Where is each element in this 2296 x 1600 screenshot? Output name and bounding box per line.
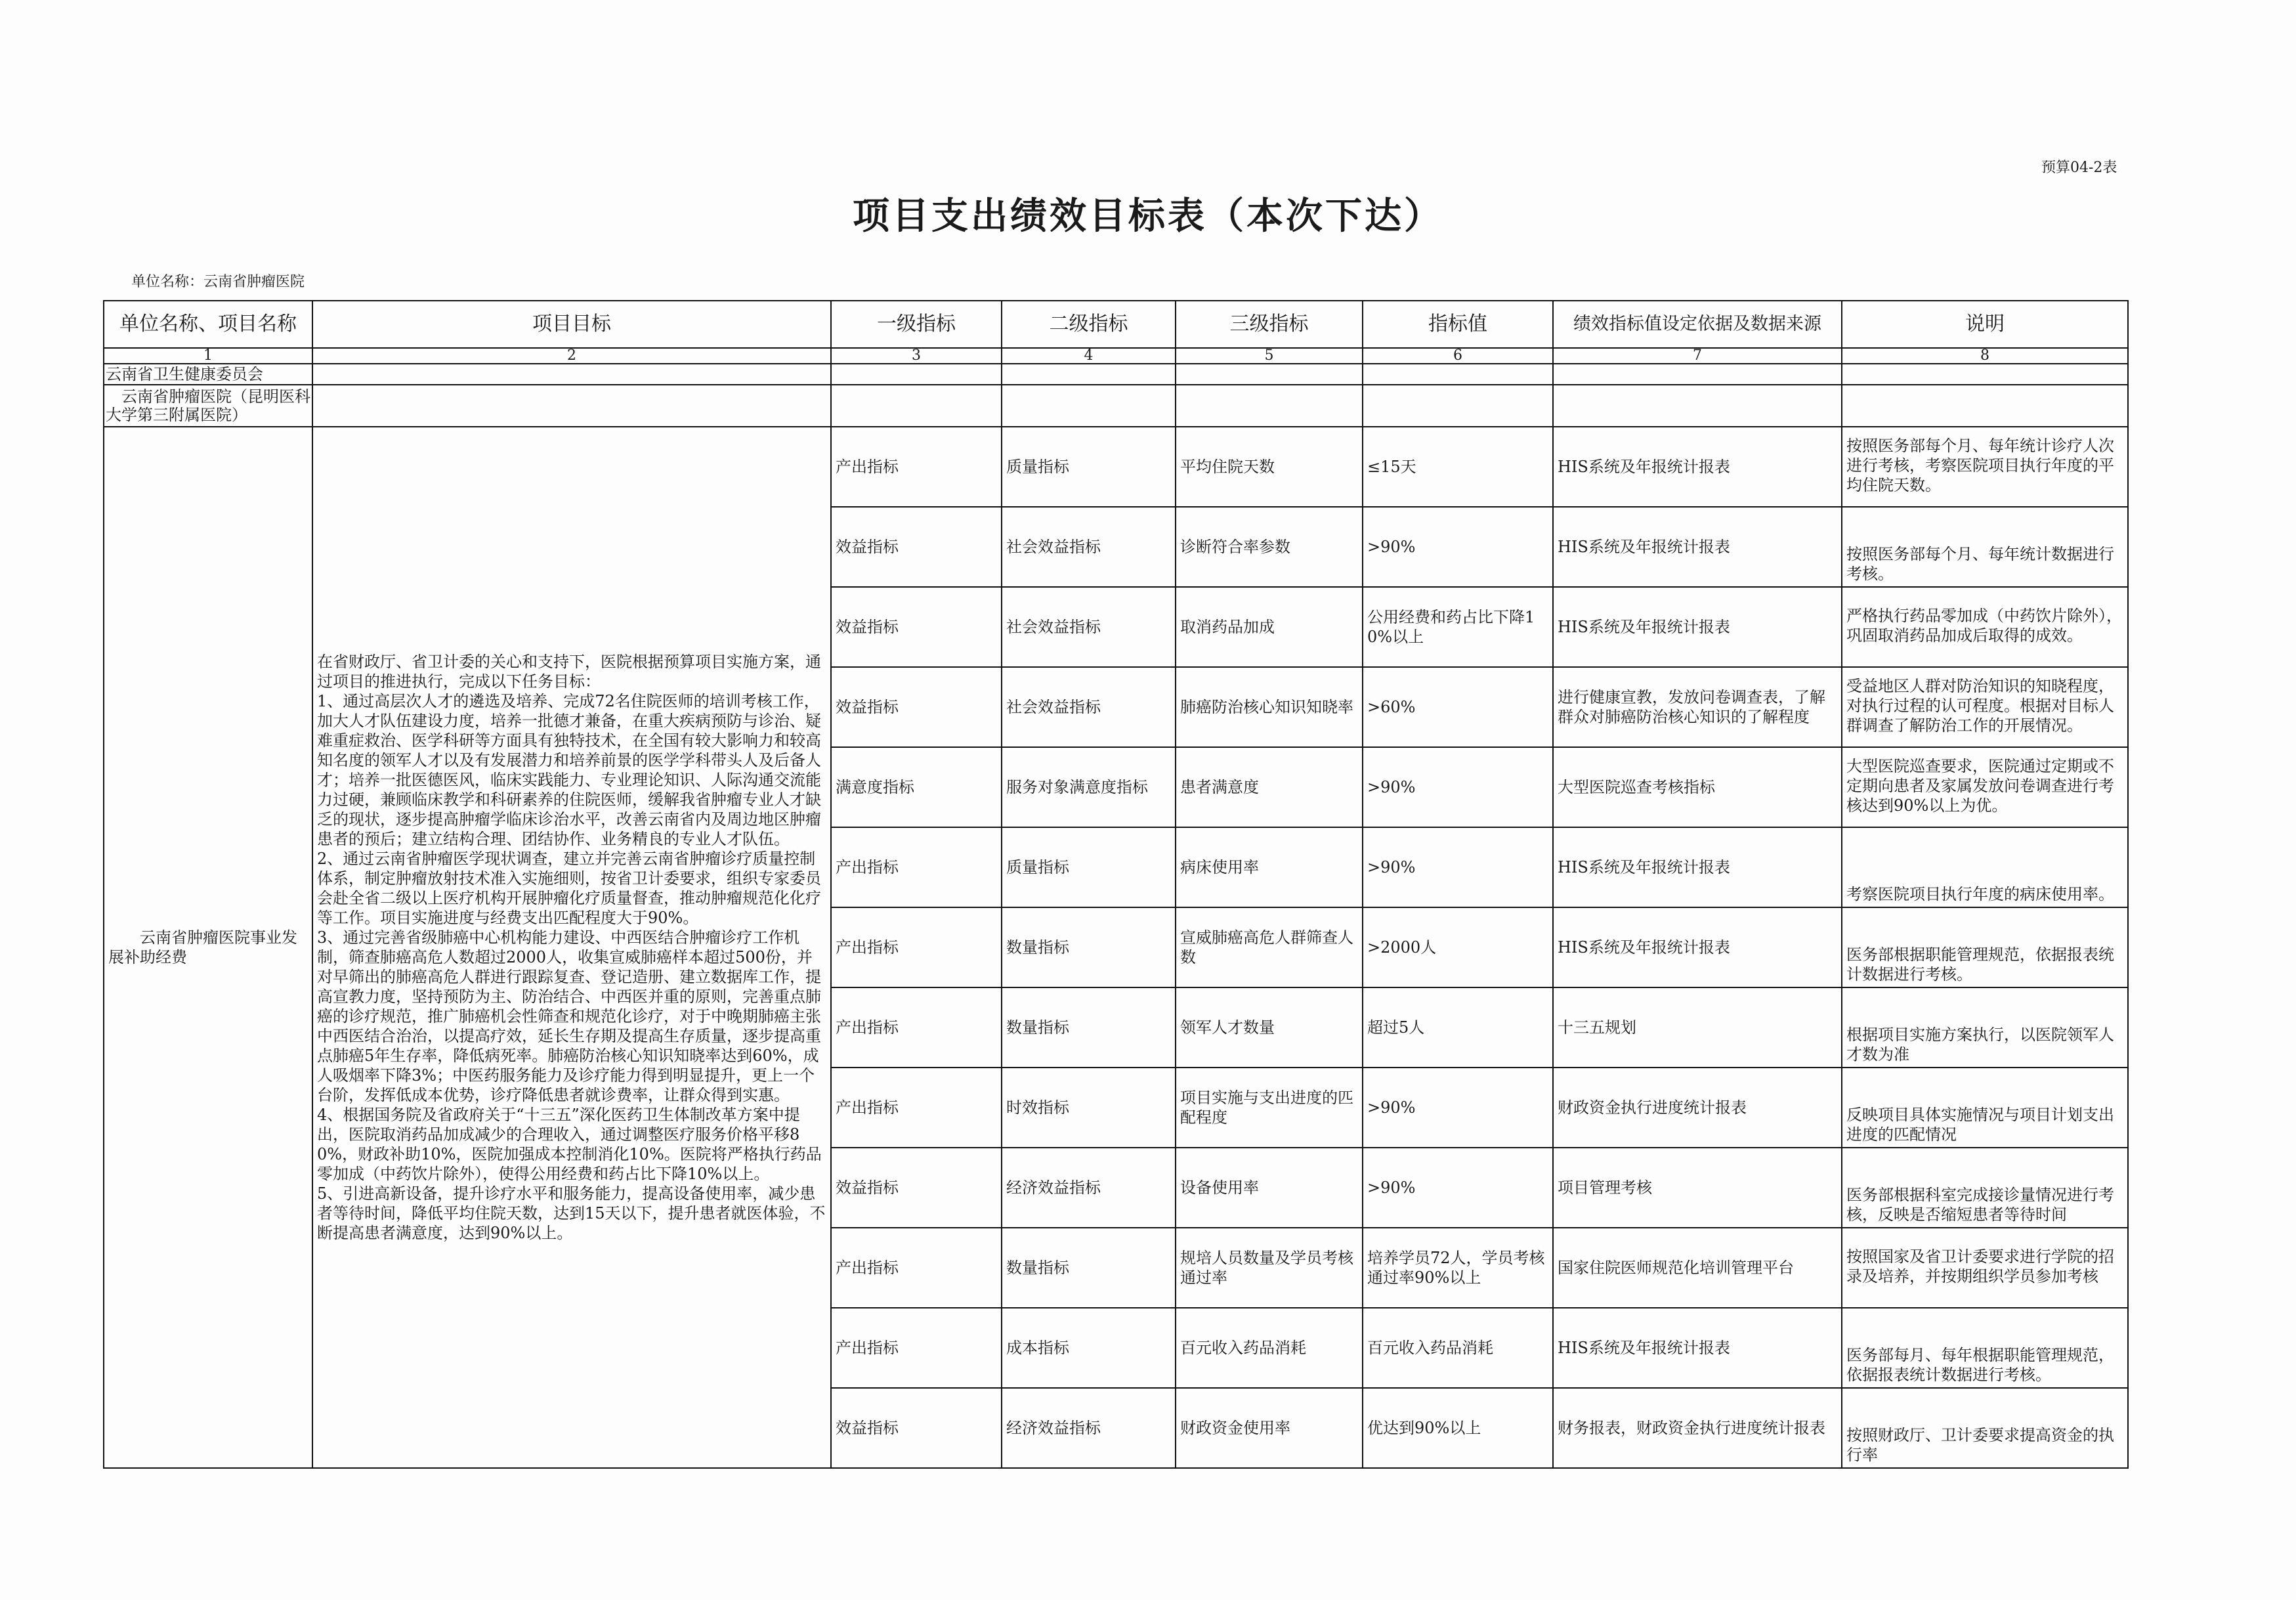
- column-number: 3: [831, 348, 1002, 364]
- level1-indicator: 产出指标: [831, 427, 1002, 507]
- document-title: 项目支出绩效目标表（本次下达）: [853, 195, 1443, 238]
- goal-paragraph: 5、引进高新设备，提升诊疗水平和服务能力，提高设备使用率，减少患者等待时间，降低平均住院天数，达到15天以下，提升患者就医体验，不断提高患者满意度，达到90%以上。: [317, 1184, 826, 1242]
- header-unit-project: 单位名称、项目名称: [104, 301, 312, 348]
- indicator-basis: 项目管理考核: [1553, 1148, 1842, 1228]
- indicator-note: 根据项目实施方案执行，以医院领军人才数为准: [1842, 987, 2128, 1068]
- level2-indicator: 数量指标: [1002, 987, 1176, 1068]
- indicator-basis: HIS系统及年报统计报表: [1553, 907, 1842, 987]
- department-row: [104, 364, 2128, 385]
- indicator-row: [104, 427, 2128, 507]
- indicator-basis: 大型医院巡查考核指标: [1553, 747, 1842, 827]
- level3-indicator: 肺癌防治核心知识知晓率: [1176, 667, 1363, 747]
- header-value: 指标值: [1363, 301, 1553, 348]
- indicator-value: >60%: [1363, 667, 1553, 747]
- column-number-row: [104, 348, 2128, 364]
- level2-indicator: 社会效益指标: [1002, 667, 1176, 747]
- indicator-basis: HIS系统及年报统计报表: [1553, 587, 1842, 667]
- indicator-note: 医务部每月、每年根据职能管理规范，依据报表统计数据进行考核。: [1842, 1308, 2128, 1388]
- department-name: 云南省卫生健康委员会: [104, 364, 312, 385]
- project-goal: [312, 427, 831, 1468]
- level1-indicator: 效益指标: [831, 1148, 1002, 1228]
- indicator-note: 严格执行药品零加成（中药饮片除外），巩固取消药品加成后取得的成效。: [1842, 587, 2128, 667]
- level2-indicator: 社会效益指标: [1002, 507, 1176, 587]
- column-number: 8: [1842, 348, 2128, 364]
- level3-indicator: 宣威肺癌高危人群筛查人数: [1176, 907, 1363, 987]
- column-number: 2: [312, 348, 831, 364]
- indicator-note: 医务部根据职能管理规范，依据报表统计数据进行考核。: [1842, 907, 2128, 987]
- level2-indicator: 质量指标: [1002, 827, 1176, 907]
- indicator-note: 受益地区人群对防治知识的知晓程度，对执行过程的认可程度。根据对目标人群调查了解防治工作的开展情况。: [1842, 667, 2128, 747]
- goal-paragraph: 2、通过云南省肿瘤医学现状调查，建立并完善云南省肿瘤诊疗质量控制体系，制定肿瘤放射技术准入实施细则，按省卫计委要求，组织专家委员会赴全省二级以上医疗机构开展肿瘤化疗质量督查，推动肿瘤规范化化疗等工作。项目实施进度与经费支出匹配程度大于90%。: [317, 850, 821, 927]
- header-level2: 二级指标: [1002, 301, 1176, 348]
- header-level3: 三级指标: [1176, 301, 1363, 348]
- unit-name: 云南省肿瘤医院（昆明医科大学第三附属医院）: [104, 385, 312, 427]
- level1-indicator: 产出指标: [831, 1228, 1002, 1308]
- goal-paragraph: 3、通过完善省级肺癌中心机构能力建设、中西医结合肿瘤诊疗工作机制，筛查肺癌高危人数超过2000人，收集宣威肺癌样本超过500份，并对早筛出的肺癌高危人群进行跟踪复查、登记造册、建立数据库工作，提高宣教力度，坚持预防为主、防治结合、中西医并重的原则，完善重点肺癌的诊疗规范，推广肺癌机会性筛查和规范化诊疗，对于中晚期肺癌主张中西医结合治治，以提高疗效，延长生存期及提高生存质量，逐步提高重点肺癌5年生存率，降低病死率。肺癌防治核心知识知晓率达到60%，成人吸烟率下降3%；中医药服务能力及诊疗能力得到明显提升，更上一个台阶，发挥低成本优势，诊疗降低患者就诊费率，让群众得到实惠。: [317, 928, 821, 1104]
- project-name: 云南省肿瘤医院事业发展补助经费: [104, 427, 312, 1468]
- level3-indicator: 百元收入药品消耗: [1176, 1308, 1363, 1388]
- column-number: 4: [1002, 348, 1176, 364]
- header-basis: 绩效指标值设定依据及数据来源: [1553, 301, 1842, 348]
- level2-indicator: 时效指标: [1002, 1068, 1176, 1148]
- level1-indicator: 效益指标: [831, 1388, 1002, 1468]
- level1-indicator: 产出指标: [831, 987, 1002, 1068]
- indicator-basis: HIS系统及年报统计报表: [1553, 1308, 1842, 1388]
- indicator-value: ≤15天: [1363, 427, 1553, 507]
- level2-indicator: 社会效益指标: [1002, 587, 1176, 667]
- indicator-value: 百元收入药品消耗: [1363, 1308, 1553, 1388]
- level3-indicator: 规培人员数量及学员考核通过率: [1176, 1228, 1363, 1308]
- indicator-value: 公用经费和药占比下降10%以上: [1363, 587, 1553, 667]
- level2-indicator: 质量指标: [1002, 427, 1176, 507]
- indicator-basis: HIS系统及年报统计报表: [1553, 427, 1842, 507]
- level1-indicator: 产出指标: [831, 907, 1002, 987]
- level3-indicator: 平均住院天数: [1176, 427, 1363, 507]
- column-number: 1: [104, 348, 312, 364]
- indicator-value: >90%: [1363, 827, 1553, 907]
- header-note: 说明: [1842, 301, 2128, 348]
- column-number: 5: [1176, 348, 1363, 364]
- unit-row: [104, 385, 2128, 427]
- indicator-basis: 十三五规划: [1553, 987, 1842, 1068]
- level3-indicator: 取消药品加成: [1176, 587, 1363, 667]
- goal-paragraph: 1、通过高层次人才的遴选及培养、完成72名住院医师的培训考核工作，加大人才队伍建设力度，培养一批德才兼备，在重大疾病预防与诊治、疑难重症救治、医学科研等方面具有独特技术，在全国有较大影响力和较高知名度的领军人才以及有发展潜力和培养前景的医学学科带头人及后备人才；培养一批医德医风，临床实践能力、专业理论知识、人际沟通交流能力过硬，兼顾临床教学和科研素养的住院医师，缓解我省肿瘤专业人才缺乏的现状，逐步提高肿瘤学临床诊治水平，改善云南省内及周边地区肿瘤患者的预后；建立结构合理、团结协作、业务精良的专业人才队伍。: [317, 692, 821, 848]
- level3-indicator: 患者满意度: [1176, 747, 1363, 827]
- level2-indicator: 成本指标: [1002, 1308, 1176, 1388]
- level1-indicator: 效益指标: [831, 507, 1002, 587]
- level1-indicator: 效益指标: [831, 667, 1002, 747]
- level1-indicator: 满意度指标: [831, 747, 1002, 827]
- indicator-note: 按照财政厅、卫计委要求提高资金的执行率: [1842, 1388, 2128, 1468]
- header-row: [104, 301, 2128, 348]
- indicator-basis: 进行健康宣教，发放问卷调查表，了解群众对肺癌防治核心知识的了解程度: [1553, 667, 1842, 747]
- indicator-value: 优达到90%以上: [1363, 1388, 1553, 1468]
- indicator-basis: 财务报表，财政资金执行进度统计报表: [1553, 1388, 1842, 1468]
- level1-indicator: 效益指标: [831, 587, 1002, 667]
- level1-indicator: 产出指标: [831, 1068, 1002, 1148]
- level1-indicator: 产出指标: [831, 1308, 1002, 1388]
- indicator-value: 培养学员72人，学员考核通过率90%以上: [1363, 1228, 1553, 1308]
- level3-indicator: 设备使用率: [1176, 1148, 1363, 1228]
- level2-indicator: 经济效益指标: [1002, 1148, 1176, 1228]
- level3-indicator: 诊断符合率参数: [1176, 507, 1363, 587]
- level2-indicator: 服务对象满意度指标: [1002, 747, 1176, 827]
- column-number: 6: [1363, 348, 1553, 364]
- level2-indicator: 数量指标: [1002, 1228, 1176, 1308]
- goal-paragraph: 在省财政厅、省卫计委的关心和支持下，医院根据预算项目实施方案，通过项目的推进执行，完成以下任务目标：: [317, 653, 821, 691]
- indicator-value: 超过5人: [1363, 987, 1553, 1068]
- indicator-note: 大型医院巡查要求，医院通过定期或不定期向患者及家属发放问卷调查进行考核达到90%以上为优。: [1842, 747, 2128, 827]
- level3-indicator: 项目实施与支出进度的匹配程度: [1176, 1068, 1363, 1148]
- indicator-note: 医务部根据科室完成接诊量情况进行考核，反映是否缩短患者等待时间: [1842, 1148, 2128, 1228]
- indicator-note: 考察医院项目执行年度的病床使用率。: [1842, 827, 2128, 907]
- indicator-basis: 财政资金执行进度统计报表: [1553, 1068, 1842, 1148]
- column-number: 7: [1553, 348, 1842, 364]
- level3-indicator: 财政资金使用率: [1176, 1388, 1363, 1468]
- header-level1: 一级指标: [831, 301, 1002, 348]
- header-project-goal: 项目目标: [312, 301, 831, 348]
- indicator-note: 按照医务部每个月、每年统计数据进行考核。: [1842, 507, 2128, 587]
- indicator-value: >90%: [1363, 1148, 1553, 1228]
- indicator-note: 按照国家及省卫计委要求进行学院的招录及培养，并按期组织学员参加考核: [1842, 1228, 2128, 1308]
- level3-indicator: 病床使用率: [1176, 827, 1363, 907]
- indicator-basis: HIS系统及年报统计报表: [1553, 507, 1842, 587]
- indicator-value: >90%: [1363, 507, 1553, 587]
- indicator-value: >2000人: [1363, 907, 1553, 987]
- indicator-basis: HIS系统及年报统计报表: [1553, 827, 1842, 907]
- goal-paragraph: 4、根据国务院及省政府关于“十三五”深化医药卫生体制改革方案中提出，医院取消药品加成减少的合理收入，通过调整医疗服务价格平移80%，财政补助10%，医院加强成本控制消化10%。医院将严格执行药品零加成（中药饮片除外），使得公用经费和药占比下降10%以上。: [317, 1106, 822, 1183]
- indicator-value: >90%: [1363, 747, 1553, 827]
- indicator-value: >90%: [1363, 1068, 1553, 1148]
- level2-indicator: 数量指标: [1002, 907, 1176, 987]
- level2-indicator: 经济效益指标: [1002, 1388, 1176, 1468]
- form-code: 预算04-2表: [2041, 160, 2117, 176]
- performance-target-table: [103, 300, 2129, 1469]
- level3-indicator: 领军人才数量: [1176, 987, 1363, 1068]
- indicator-note: 按照医务部每个月、每年统计诊疗人次进行考核，考察医院项目执行年度的平均住院天数。: [1842, 427, 2128, 507]
- indicator-note: 反映项目具体实施情况与项目计划支出进度的匹配情况: [1842, 1068, 2128, 1148]
- indicator-basis: 国家住院医师规范化培训管理平台: [1553, 1228, 1842, 1308]
- unit-name-line: 单位名称：云南省肿瘤医院: [131, 274, 305, 290]
- level1-indicator: 产出指标: [831, 827, 1002, 907]
